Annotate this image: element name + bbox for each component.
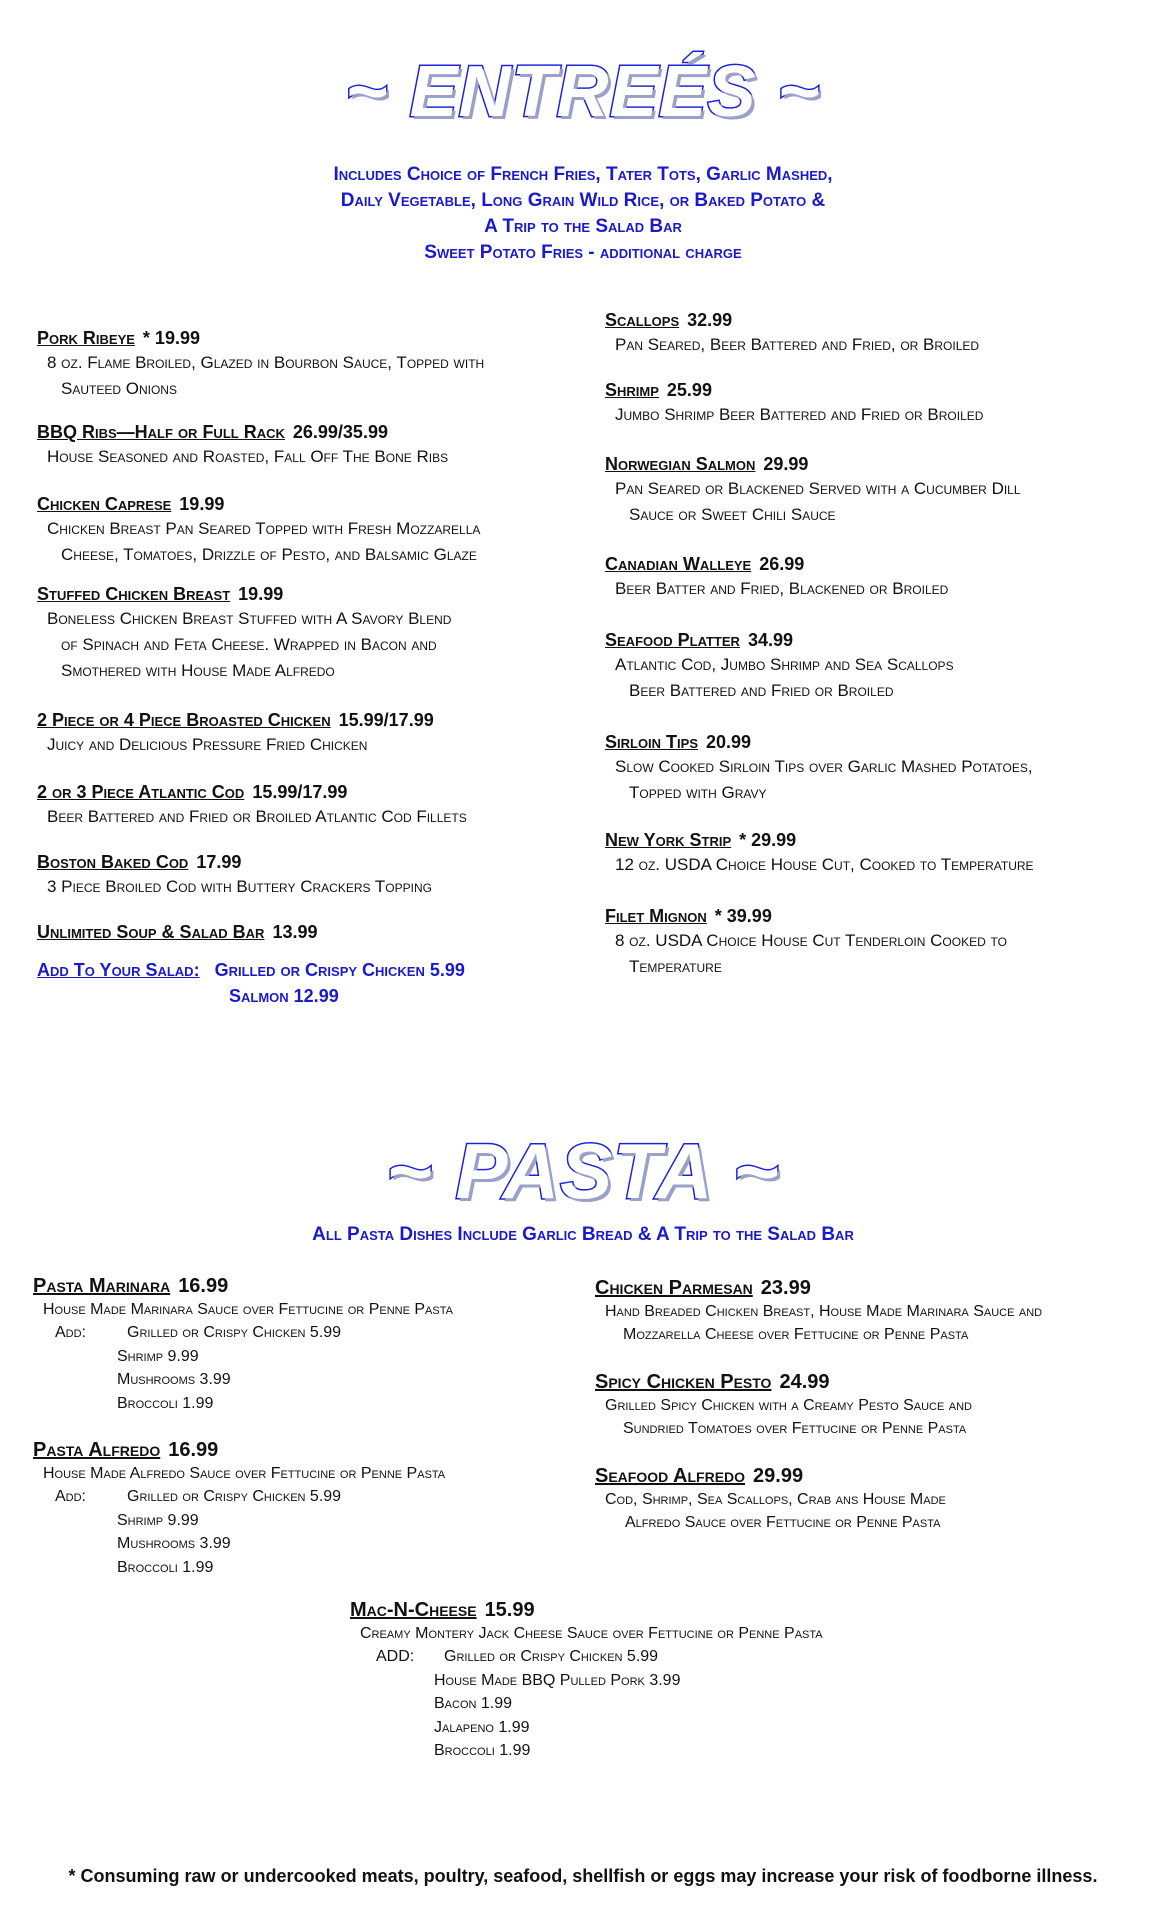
add-option: Broccoli 1.99: [117, 1558, 214, 1576]
item-name: Pasta Alfredo: [33, 1439, 161, 1461]
add-option: Broccoli 1.99: [434, 1742, 531, 1759]
item-name: BBQ Ribs—Half or Full Rack: [37, 422, 285, 442]
add-option: Jalapeno 1.99: [434, 1718, 530, 1736]
item-price: 25.99: [666, 380, 712, 400]
item-name: Mac-N-Cheese: [350, 1599, 477, 1621]
menu-item: [37, 492, 480, 568]
item-price: 13.99: [272, 922, 318, 942]
menu-item-chicken-parmesan: [595, 1276, 1042, 1346]
item-price: 19.99: [179, 494, 225, 514]
item-name: Chicken Parmesan: [595, 1277, 753, 1299]
item-description: [37, 606, 451, 684]
item-name: Unlimited Soup & Salad Bar: [37, 922, 265, 942]
description-line: Beer Battered and Fried or Broiled Atlantic Cod Fillets: [47, 807, 467, 826]
description-line: Temperature: [629, 957, 722, 976]
subtitle-line: Sweet Potato Fries - additional charge: [424, 242, 742, 263]
description-line: Cheese, Tomatoes, Drizzle of Pesto, and Balsamic Glaze: [61, 545, 477, 564]
item-name: Filet Mignon: [605, 906, 707, 926]
menu-item: [605, 452, 1021, 528]
subtitle-line: Includes Choice of French Fries, Tater Tots, Garlic Mashed,: [333, 164, 833, 185]
item-name: 2 or 3 Piece Atlantic Cod: [37, 782, 245, 802]
description-line: Slow Cooked Sirloin Tips over Garlic Mashed Potatoes,: [615, 757, 1033, 776]
description-line: 3 Piece Broiled Cod with Buttery Crackers Topping: [47, 877, 432, 896]
item-price: 29.99: [763, 454, 809, 474]
item-price: 29.99: [753, 1465, 804, 1487]
item-description: [605, 332, 979, 358]
add-option: Broccoli 1.99: [117, 1394, 214, 1412]
add-option: Grilled or Crispy Chicken 5.99: [127, 1488, 342, 1505]
item-name: Pasta Marinara: [33, 1275, 171, 1297]
item-price: 19.99: [238, 584, 284, 604]
item-price: 15.99: [484, 1599, 535, 1621]
menu-item-mac-n-cheese: [350, 1598, 823, 1763]
description-line: 8 oz. USDA Choice House Cut Tenderloin Cooked to: [615, 931, 1007, 950]
item-description: House Made Alfredo Sauce over Fettucine or Penne Pasta: [43, 1465, 446, 1482]
item-name: Seafood Alfredo: [595, 1465, 746, 1487]
item-name: Norwegian Salmon: [605, 454, 756, 474]
description-line: Sauce or Sweet Chili Sauce: [629, 505, 836, 524]
item-price: 26.99: [759, 554, 805, 574]
salad-addon-option: Grilled or Crispy Chicken 5.99: [214, 960, 465, 980]
menu-item: [605, 904, 1007, 980]
entrees-title: ~ ENTREÉS ~: [345, 52, 821, 132]
description-line: Boneless Chicken Breast Stuffed with A Savory Blend: [47, 609, 452, 628]
item-name: Seafood Platter: [605, 630, 740, 650]
add-ons: [350, 1645, 823, 1763]
item-description: Cod, Shrimp, Sea Scallops, Crab ans House Made: [605, 1491, 946, 1508]
menu-item: [37, 582, 451, 684]
menu-item: [605, 828, 1034, 878]
item-price: * 29.99: [739, 830, 797, 850]
item-description: Hand Breaded Chicken Breast, House Made Marinara Sauce and: [605, 1303, 1043, 1320]
add-option: Shrimp 9.99: [117, 1511, 199, 1529]
description-line: Beer Battered and Fried or Broiled: [629, 681, 894, 700]
add-ons: [33, 1321, 453, 1415]
item-price: 32.99: [687, 310, 733, 330]
description-line: Atlantic Cod, Jumbo Shrimp and Sea Scallops: [615, 655, 954, 674]
item-description: [605, 402, 983, 428]
add-label: Add:: [55, 1324, 87, 1341]
description-line: Sauteed Onions: [61, 379, 177, 398]
item-description: Grilled Spicy Chicken with a Creamy Pesto Sauce and: [605, 1397, 972, 1414]
add-option: Mushrooms 3.99: [117, 1371, 231, 1388]
item-description: Creamy Montery Jack Cheese Sauce over Fettucine or Penne Pasta: [360, 1625, 823, 1642]
description-line: Juicy and Delicious Pressure Fried Chicken: [47, 735, 368, 754]
item-description: Sundried Tomatoes over Fettucine or Penne Pasta: [623, 1420, 967, 1437]
item-description: [37, 874, 432, 900]
description-line: Smothered with House Made Alfredo: [61, 661, 335, 680]
item-name: Chicken Caprese: [37, 494, 172, 514]
description-line: Topped with Gravy: [629, 783, 767, 802]
item-name: Scallops: [605, 310, 680, 330]
subtitle-line: Daily Vegetable, Long Grain Wild Rice, or Baked Potato &: [340, 190, 826, 211]
item-name: New York Strip: [605, 830, 732, 850]
description-line: Beer Batter and Fried, Blackened or Broiled: [615, 579, 949, 598]
menu-item-spicy-chicken-pesto: [595, 1370, 972, 1440]
item-description: [37, 804, 467, 830]
menu-item: [37, 850, 432, 900]
item-name: Spicy Chicken Pesto: [595, 1371, 772, 1393]
description-line: House Seasoned and Roasted, Fall Off The Bone Ribs: [47, 447, 449, 466]
add-option: Grilled or Crispy Chicken 5.99: [127, 1324, 342, 1341]
menu-item: [605, 378, 983, 428]
menu-item: [605, 628, 954, 704]
item-description: [605, 576, 948, 602]
menu-item: [37, 780, 467, 830]
item-price: * 19.99: [142, 328, 200, 348]
foodborne-illness-disclaimer: * Consuming raw or undercooked meats, poultry, seafood, shellfish or eggs may increase your risk of foodborne illness.: [68, 1866, 1098, 1886]
item-price: 34.99: [747, 630, 793, 650]
description-line: Pan Seared, Beer Battered and Fried, or Broiled: [615, 335, 980, 354]
menu-item: [37, 708, 434, 758]
menu-item: [37, 920, 318, 944]
menu-item: [605, 308, 979, 358]
add-option: Bacon 1.99: [434, 1695, 513, 1712]
menu-item: [605, 730, 1033, 806]
item-price: 24.99: [779, 1371, 830, 1393]
item-description: [605, 652, 954, 704]
salad-addon: [37, 958, 465, 1008]
item-price: 15.99/17.99: [252, 782, 348, 802]
item-name: Pork Ribeye: [37, 328, 135, 348]
description-line: Jumbo Shrimp Beer Battered and Fried or Broiled: [615, 405, 984, 424]
item-description: [37, 732, 434, 758]
salad-addon-option: Salmon 12.99: [229, 986, 339, 1006]
add-label: Add:: [55, 1488, 87, 1505]
item-price: 26.99/35.99: [292, 422, 388, 442]
item-name: 2 Piece or 4 Piece Broasted Chicken: [37, 710, 331, 730]
menu-item-pasta-alfredo: [33, 1438, 445, 1579]
pasta-subtitle: All Pasta Dishes Include Garlic Bread & A Trip to the Salad Bar: [312, 1224, 854, 1245]
item-name: Boston Baked Cod: [37, 852, 189, 872]
item-description: [605, 476, 1021, 528]
item-description: [37, 444, 448, 470]
menu-item-seafood-alfredo: [595, 1464, 946, 1534]
menu-item: [37, 420, 448, 470]
description-line: of Spinach and Feta Cheese. Wrapped in Bacon and: [61, 635, 437, 654]
salad-addon-label: Add To Your Salad:: [37, 960, 200, 980]
item-description: House Made Marinara Sauce over Fettucine or Penne Pasta: [43, 1301, 453, 1318]
item-description: Mozzarella Cheese over Fettucine or Penne Pasta: [623, 1326, 969, 1343]
menu-item-pasta-marinara: [33, 1274, 453, 1415]
add-option: Grilled or Crispy Chicken 5.99: [444, 1648, 659, 1665]
item-price: 16.99: [178, 1275, 229, 1297]
item-name: Canadian Walleye: [605, 554, 752, 574]
item-name: Sirloin Tips: [605, 732, 699, 752]
add-option: House Made BBQ Pulled Pork 3.99: [434, 1671, 681, 1689]
description-line: 8 oz. Flame Broiled, Glazed in Bourbon Sauce, Topped with: [47, 353, 485, 372]
item-description: [37, 516, 480, 568]
add-ons: [33, 1485, 445, 1579]
item-name: Stuffed Chicken Breast: [37, 584, 231, 604]
item-price: 15.99/17.99: [338, 710, 434, 730]
item-price: 20.99: [706, 732, 752, 752]
item-price: * 39.99: [714, 906, 772, 926]
menu-item: [605, 552, 948, 602]
item-name: Shrimp: [605, 380, 659, 400]
description-line: Chicken Breast Pan Seared Topped with Fresh Mozzarella: [47, 519, 481, 538]
description-line: 12 oz. USDA Choice House Cut, Cooked to Temperature: [615, 855, 1034, 874]
subtitle-line: A Trip to the Salad Bar: [484, 216, 682, 237]
item-price: 17.99: [196, 852, 242, 872]
item-description: [605, 754, 1033, 806]
menu-item: [37, 326, 484, 402]
item-description: [605, 852, 1034, 878]
pasta-title: ~ PASTA ~: [386, 1127, 780, 1215]
add-option: Shrimp 9.99: [117, 1347, 199, 1365]
item-description: [37, 350, 484, 402]
item-description: Alfredo Sauce over Fettucine or Penne Pasta: [625, 1514, 941, 1531]
entrees-subtitle: [0, 162, 1166, 266]
add-label: ADD:: [376, 1648, 415, 1665]
add-option: Mushrooms 3.99: [117, 1535, 231, 1552]
item-price: 16.99: [168, 1439, 219, 1461]
item-description: [605, 928, 1007, 980]
description-line: Pan Seared or Blackened Served with a Cucumber Dill: [615, 479, 1021, 498]
item-price: 23.99: [760, 1277, 811, 1299]
